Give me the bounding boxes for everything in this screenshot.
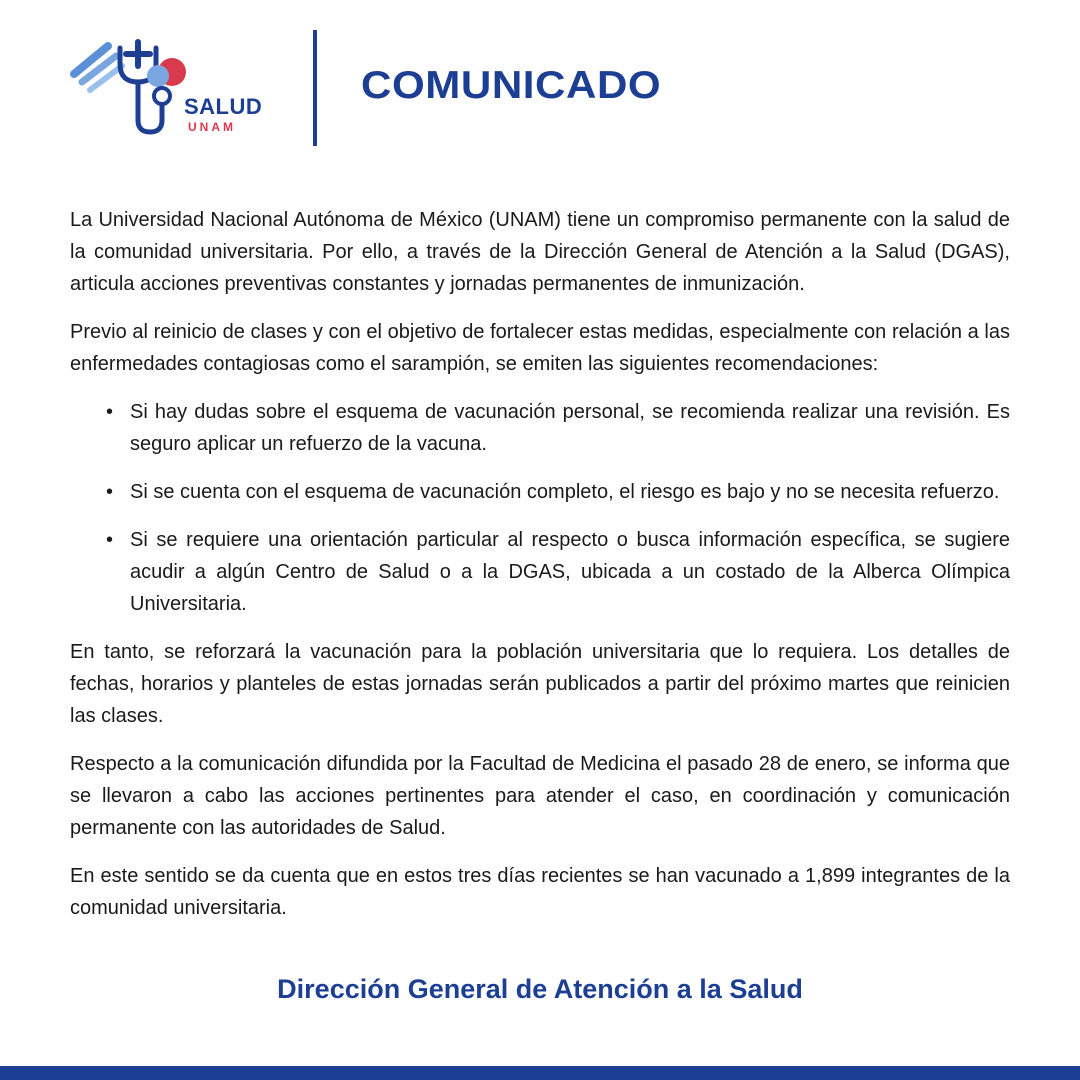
paragraph-3: En tanto, se reforzará la vacunación para la población universitaria que lo requiera. Los detalles de fechas, horarios y planteles de estas jornadas serán publicados a partir del próximo martes que reinicien las clases. xyxy=(70,641,1010,727)
list-item xyxy=(70,524,1010,620)
bullet-icon: • xyxy=(106,481,114,503)
paragraph-5: En este sentido se da cuenta que en estos tres días recientes se han vacunado a 1,899 integrantes de la comunidad universitaria. xyxy=(70,865,1010,919)
signature: Dirección General de Atención a la Salud xyxy=(277,974,803,1004)
logo-salud-text: SALUD xyxy=(184,94,263,119)
salud-unam-logo-icon xyxy=(68,36,288,146)
list-item xyxy=(70,476,1010,508)
paragraph-4: Respecto a la comunicación difundida por la Facultad de Medicina el pasado 28 de enero, se informa que se llevaron a cabo las acciones pertinentes para atender el caso, en coordinación y comunicación permanente con las autoridades de Salud. xyxy=(70,753,1010,839)
communique-body xyxy=(70,204,1010,940)
bullet-icon: • xyxy=(106,529,114,551)
page-title: COMUNICADO xyxy=(361,64,662,107)
list-item-text: Si se requiere una orientación particular al respecto o busca información específica, se sugiere acudir a algún Centro de Salud o a la DGAS, ubicada a un costado de la Alberca Olímpica Universitaria. xyxy=(130,529,1010,615)
paragraph-2: Previo al reinicio de clases y con el objetivo de fortalecer estas medidas, especialmente con relación a las enfermedades contagiosas como el sarampión, se emiten las siguientes recomendaciones: xyxy=(70,321,1010,375)
salud-unam-logo xyxy=(68,36,288,146)
list-item-text: Si hay dudas sobre el esquema de vacunación personal, se recomienda realizar una revisión. Es seguro aplicar un refuerzo de la vacuna. xyxy=(130,401,1010,455)
recommendations-list xyxy=(70,396,1010,620)
list-item-text: Si se cuenta con el esquema de vacunación completo, el riesgo es bajo y no se necesita refuerzo. xyxy=(130,481,1000,503)
paragraph-1: La Universidad Nacional Autónoma de México (UNAM) tiene un compromiso permanente con la salud de la comunidad universitaria. Por ello, a través de la Dirección General de Atención a la Salud (DGAS), articula acciones preventivas constantes y jornadas permanentes de inmunización. xyxy=(70,209,1010,295)
logo-unam-text: UNAM xyxy=(188,120,236,134)
bullet-icon: • xyxy=(106,401,114,423)
footer-bar xyxy=(0,1066,1080,1080)
list-item xyxy=(70,396,1010,460)
header-divider xyxy=(313,30,317,146)
